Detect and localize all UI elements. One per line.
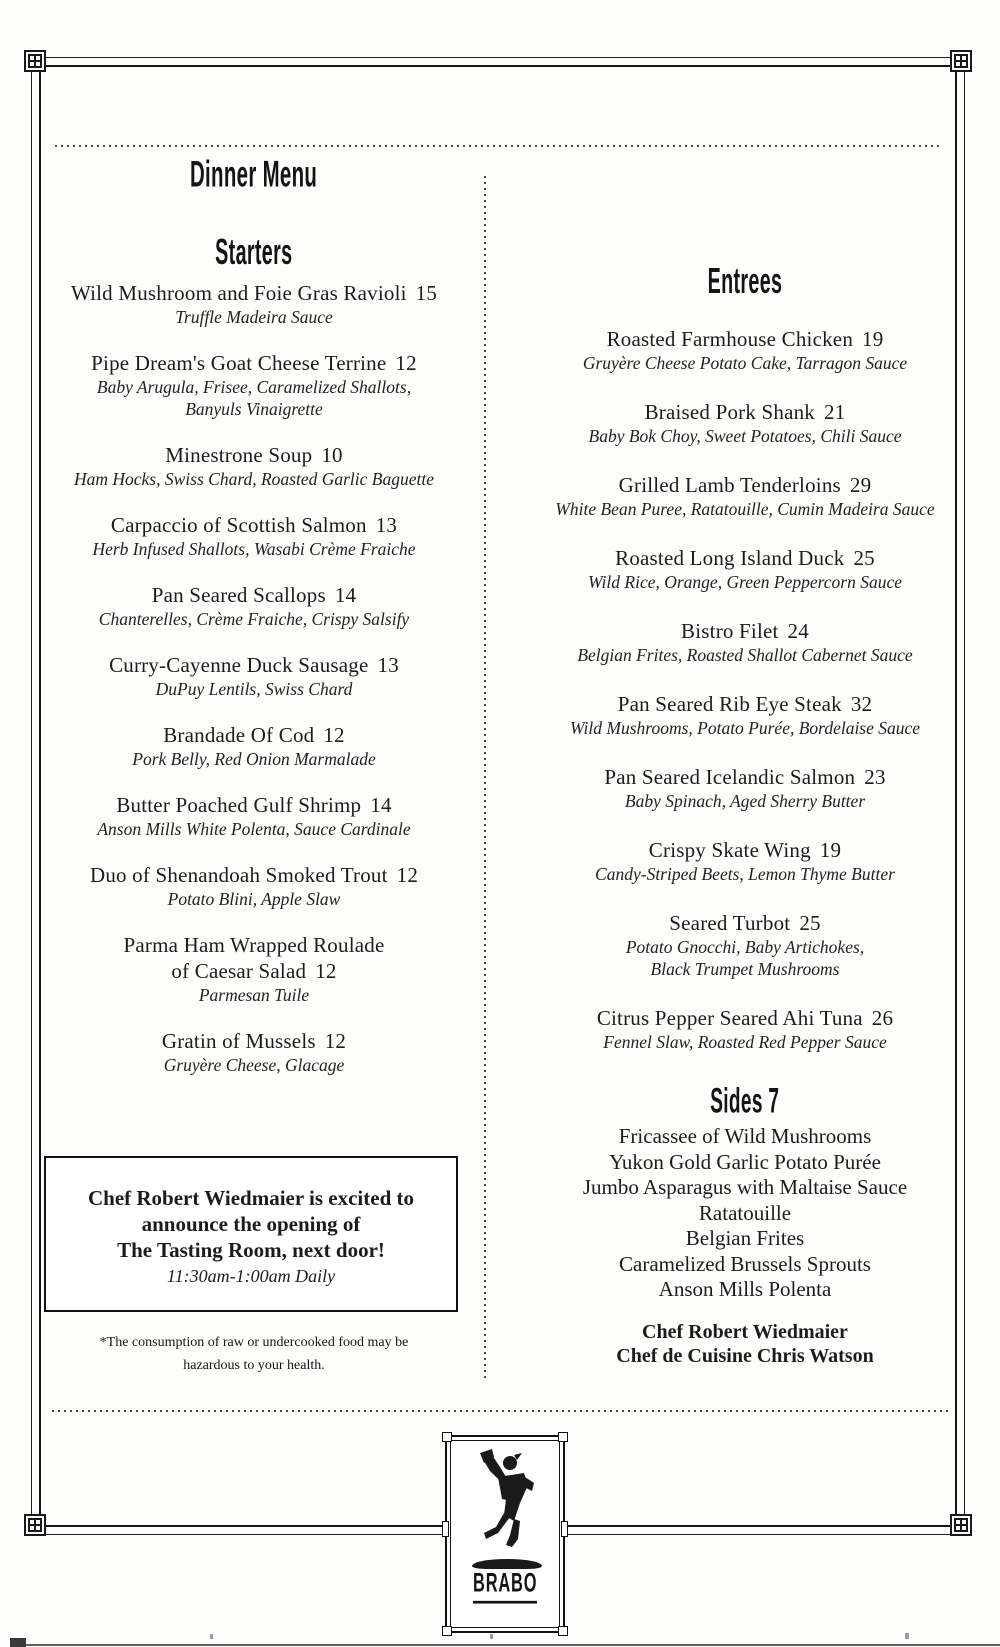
frame-corner-ornament: [950, 1514, 972, 1536]
item-price: 21: [824, 400, 846, 424]
item-name: Parma Ham Wrapped Roulade: [123, 933, 385, 957]
frame-corner-ornament: [24, 50, 46, 72]
item-price: 13: [375, 513, 398, 537]
item-name: Roasted Farmhouse Chicken: [606, 327, 854, 351]
scan-edge-mark: [10, 1638, 26, 1647]
sides-price: 7: [768, 1081, 780, 1120]
item-name-line: [515, 472, 975, 498]
menu-item: [42, 442, 466, 490]
item-name: Gratin of Mussels: [161, 1029, 316, 1053]
brabo-statue-icon: [462, 1447, 548, 1559]
item-name-line: [42, 958, 466, 984]
disclaimer-line: hazardous to your health.: [183, 1358, 325, 1373]
item-price: 25: [799, 911, 821, 935]
announcement-hours: 11:30am-1:00am Daily: [166, 1266, 336, 1286]
side-item: Yukon Gold Garlic Potato Purée: [609, 1149, 881, 1174]
menu-title-row: [42, 153, 466, 195]
item-description: Baby Bok Choy, Sweet Potatoes, Chili Sauce: [588, 426, 902, 446]
item-description: Belgian Frites, Roasted Shallot Cabernet Sauce: [577, 645, 913, 665]
menu-item: [42, 862, 466, 910]
item-name: Minestrone Soup: [165, 443, 313, 467]
menu-item: [515, 472, 975, 520]
item-name-line: [515, 837, 975, 863]
item-price: 12: [324, 1029, 347, 1053]
item-name: Pipe Dream's Goat Cheese Terrine: [91, 351, 387, 375]
item-description: Herb Infused Shallots, Wasabi Crème Fraiche: [92, 539, 416, 559]
column-divider-dotted-rule: [484, 176, 486, 1382]
item-name-line: [42, 582, 466, 608]
item-price: 12: [323, 723, 345, 747]
item-description: Candy-Striped Beets, Lemon Thyme Butter: [595, 864, 895, 884]
item-name: Crispy Skate Wing: [648, 838, 811, 862]
item-price: 23: [864, 765, 886, 789]
menu-item: [42, 582, 466, 630]
item-name-line: [515, 910, 975, 936]
item-price: 10: [321, 443, 343, 467]
logo-corner-ornament: [442, 1626, 452, 1636]
menu-item: [515, 545, 975, 593]
item-description: Chanterelles, Crème Fraiche, Crispy Salsify: [98, 609, 410, 629]
item-price: 25: [853, 546, 875, 570]
item-description: Anson Mills White Polenta, Sauce Cardinale: [97, 819, 411, 839]
item-price: 32: [850, 692, 873, 716]
frame-corner-ornament: [24, 1514, 46, 1536]
item-name: Braised Pork Shank: [644, 400, 815, 424]
menu-item: [42, 652, 466, 700]
scan-speck: [210, 1634, 213, 1639]
item-description: Wild Mushrooms, Potato Purée, Bordelaise Sauce: [569, 718, 921, 738]
item-name-line: [515, 399, 975, 425]
item-price: 14: [370, 793, 392, 817]
announcement-line: The Tasting Room, next door!: [117, 1238, 385, 1262]
item-price: 14: [334, 583, 357, 607]
top-dotted-rule: [55, 145, 943, 147]
menu-item: [42, 350, 466, 420]
item-name: Seared Turbot: [669, 911, 791, 935]
side-item: Caramelized Brussels Sprouts: [619, 1251, 871, 1276]
menu-item: [42, 1028, 466, 1076]
announcement-box: [44, 1156, 458, 1312]
menu-item: [515, 837, 975, 885]
item-name-line: [42, 1028, 466, 1054]
menu-item: [515, 1005, 975, 1053]
entrees-heading-row: [515, 261, 975, 302]
item-name: Duo of Shenandoah Smoked Trout: [89, 863, 388, 887]
item-name: Bistro Filet: [681, 619, 779, 643]
item-description: Ham Hocks, Swiss Chard, Roasted Garlic Baguette: [73, 469, 434, 489]
item-description: Gruyère Cheese, Glacage: [163, 1055, 345, 1075]
brabo-logo: [445, 1435, 565, 1633]
menu-item: [42, 722, 466, 770]
scan-speck: [905, 1633, 909, 1639]
item-name-line: [515, 618, 975, 644]
item-price: 12: [395, 351, 417, 375]
item-price: 12: [315, 959, 337, 983]
menu-item: [42, 792, 466, 840]
item-name: Brandade Of Cod: [163, 723, 315, 747]
item-price: 24: [787, 619, 809, 643]
menu-item: [42, 280, 466, 328]
item-description: Baby Spinach, Aged Sherry Butter: [624, 791, 866, 811]
item-price: 29: [849, 473, 872, 497]
menu-item: [515, 691, 975, 739]
item-description: Gruyère Cheese Potato Cake, Tarragon Sauce: [582, 353, 908, 373]
menu-item: [515, 326, 975, 374]
item-price: 13: [377, 653, 399, 677]
logo-side-tab: [561, 1521, 568, 1537]
logo-corner-ornament: [558, 1626, 568, 1636]
item-name: Wild Mushroom and Foie Gras Ravioli: [70, 281, 407, 305]
scan-speck: [490, 1634, 493, 1639]
item-name: Pan Seared Scallops: [151, 583, 326, 607]
item-name: Citrus Pepper Seared Ahi Tuna: [596, 1006, 863, 1030]
starters-list: [42, 280, 466, 1098]
sides-heading: Sides 7: [710, 1081, 780, 1120]
item-price: 26: [871, 1006, 894, 1030]
side-item: Jumbo Asparagus with Maltaise Sauce: [582, 1175, 908, 1199]
item-description: Potato Gnocchi, Baby Artichokes,: [625, 937, 865, 957]
starters-heading: Starters: [215, 232, 293, 273]
item-name: of Caesar Salad: [171, 959, 307, 983]
menu-item: [515, 618, 975, 666]
side-item: Fricassee of Wild Mushrooms: [618, 1124, 872, 1148]
logo-side-tab: [442, 1521, 449, 1537]
menu-item: [515, 399, 975, 447]
item-name-line: [42, 862, 466, 888]
logo-corner-ornament: [558, 1432, 568, 1442]
item-description: DuPuy Lentils, Swiss Chard: [155, 679, 353, 699]
chef-name: Chef Robert Wiedmaier: [642, 1321, 848, 1343]
logo-wordmark-row: [447, 1568, 563, 1599]
item-name-line: [515, 326, 975, 352]
item-description: White Bean Puree, Ratatouille, Cumin Madeira Sauce: [555, 499, 935, 519]
item-name-line: [515, 764, 975, 790]
disclaimer: [42, 1331, 466, 1377]
item-name: Curry-Cayenne Duck Sausage: [109, 653, 369, 677]
entrees-heading: Entrees: [707, 261, 783, 302]
item-name-line: [42, 932, 466, 958]
item-name-line: [42, 512, 466, 538]
side-item: Ratatouille: [698, 1200, 792, 1225]
starters-heading-row: [42, 232, 466, 273]
item-name-line: [515, 1005, 975, 1031]
announcement-line: announce the opening of: [141, 1212, 361, 1236]
item-name: Roasted Long Island Duck: [615, 546, 845, 570]
item-description: Banyuls Vinaigrette: [185, 399, 323, 419]
sides-heading-row: [515, 1081, 975, 1120]
item-price: 19: [819, 838, 842, 862]
frame-corner-ornament: [950, 50, 972, 72]
logo-corner-ornament: [442, 1432, 452, 1442]
item-name-line: [42, 652, 466, 678]
chef-signatures: [515, 1320, 975, 1368]
scan-edge-line: [12, 1644, 1000, 1646]
item-description: Wild Rice, Orange, Green Peppercorn Sauce: [587, 572, 903, 592]
menu-title: Dinner Menu: [190, 153, 318, 195]
menu-item: [42, 512, 466, 560]
item-name-line: [42, 442, 466, 468]
side-item: Belgian Frites: [685, 1226, 805, 1250]
item-name: Butter Poached Gulf Shrimp: [116, 793, 362, 817]
item-description: Baby Arugula, Frisee, Caramelized Shallots,: [96, 377, 412, 397]
menu-item: [42, 932, 466, 1006]
item-description: Parmesan Tuile: [198, 985, 310, 1005]
logo-wordmark: BRABO: [473, 1568, 537, 1603]
item-description: Truffle Madeira Sauce: [175, 307, 333, 327]
side-item: Anson Mills Polenta: [658, 1277, 832, 1301]
entrees-list: [515, 326, 975, 1078]
item-price: 12: [396, 863, 419, 887]
item-name-line: [42, 350, 466, 376]
item-description: Pork Belly, Red Onion Marmalade: [132, 749, 376, 769]
item-description: Black Trumpet Mushrooms: [650, 959, 840, 979]
item-name-line: [515, 545, 975, 571]
disclaimer-line: *The consumption of raw or undercooked food may be: [99, 1335, 409, 1350]
item-description: Potato Blini, Apple Slaw: [167, 889, 341, 909]
item-name-line: [42, 280, 466, 306]
item-price: 15: [415, 281, 438, 305]
item-name-line: [515, 691, 975, 717]
menu-item: [515, 764, 975, 812]
item-price: 19: [862, 327, 884, 351]
item-name: Carpaccio of Scottish Salmon: [110, 513, 367, 537]
item-name-line: [42, 722, 466, 748]
item-name: Grilled Lamb Tenderloins: [618, 473, 841, 497]
sides-list: [515, 1124, 975, 1303]
item-name: Pan Seared Rib Eye Steak: [617, 692, 842, 716]
menu-item: [515, 910, 975, 980]
announcement-line: Chef Robert Wiedmaier is excited to: [87, 1186, 415, 1210]
item-description: Fennel Slaw, Roasted Red Pepper Sauce: [603, 1032, 887, 1052]
item-name-line: [42, 792, 466, 818]
item-name: Pan Seared Icelandic Salmon: [604, 765, 856, 789]
chef-de-cuisine-name: Chef de Cuisine Chris Watson: [616, 1345, 874, 1367]
bottom-dotted-rule: [52, 1410, 948, 1412]
